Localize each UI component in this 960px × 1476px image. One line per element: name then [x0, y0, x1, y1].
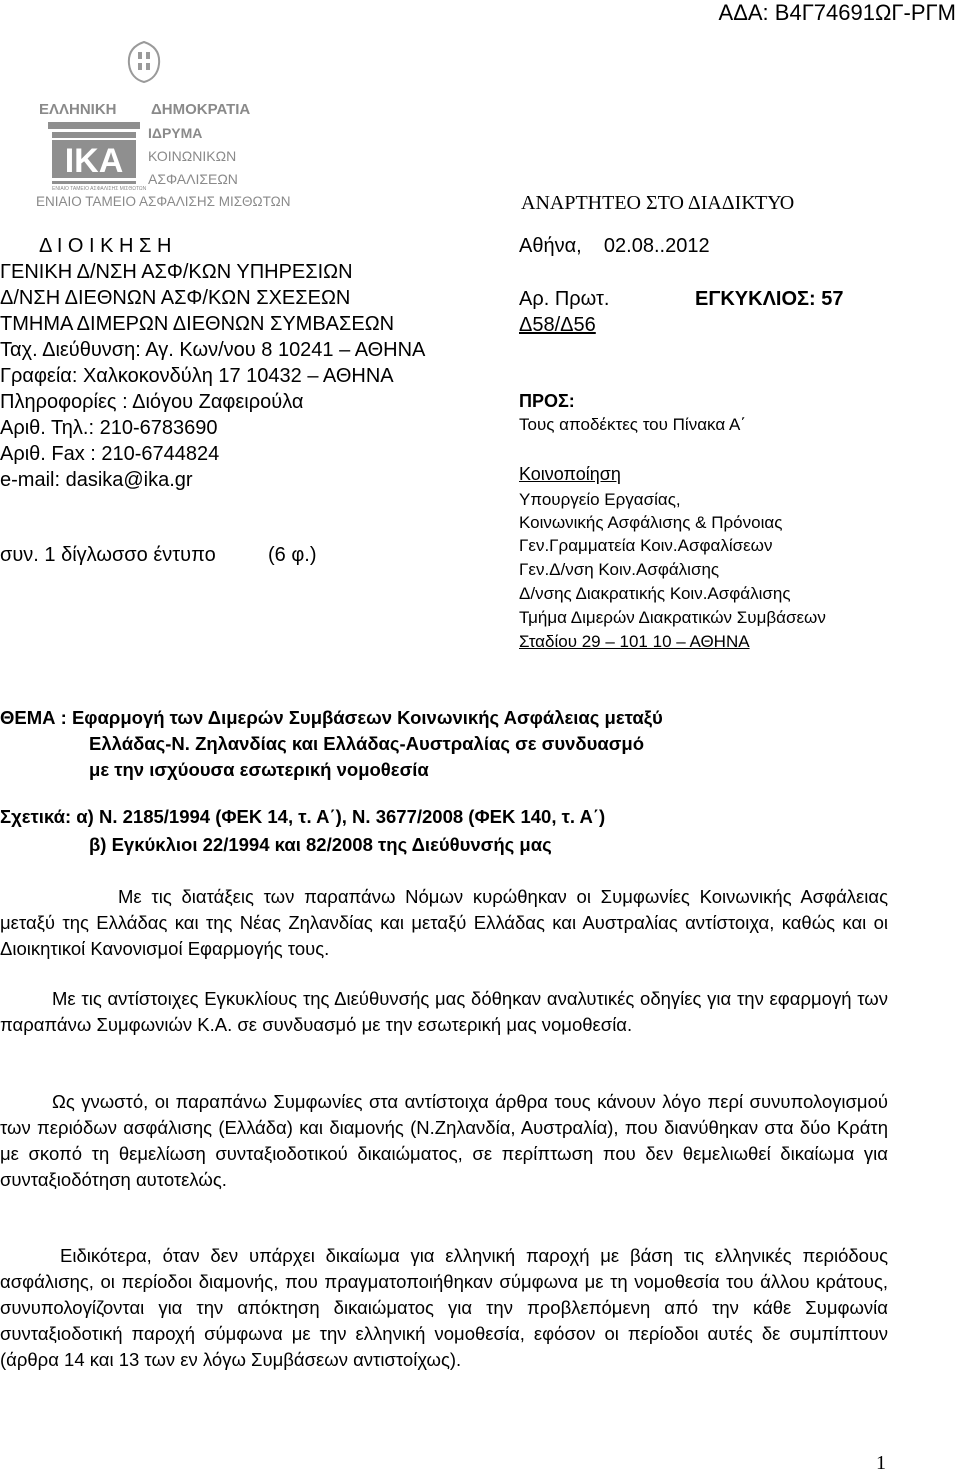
ada-code: ΑΔΑ: Β4Γ74691ΩΓ-ΡΓΜ — [718, 0, 956, 25]
logo-country-2: ΔΗΜΟΚΡΑΤΙΑ — [151, 101, 251, 118]
subject-line: ΘΕΜΑ : Εφαρμογή των Διμερών Συμβάσεων Κοινωνικής Ασφάλειας μεταξύ — [0, 707, 663, 728]
ika-building-icon — [48, 120, 148, 190]
cc-address: Σταδίου 29 – 101 10 – ΑΘΗΝΑ — [519, 632, 750, 651]
body-paragraph: Με τις διατάξεις των παραπάνω Νόμων κυρώθηκαν οι Συμφωνίες Κοινωνικής Ασφάλειας μεταξύ της Ελλάδας και της Νέας Ζηλανδίας και μεταξύ Ελλάδας και Αυστραλίας αντίστοιχα, καθώς και οι Διοικητικοί Κανονισμοί Εφαρμογής τους. — [0, 886, 888, 959]
posting-notice: ΑΝΑΡΤΗΤΕΟ ΣΤΟ ΔΙΑΔΙΚΤΥΟ — [521, 192, 795, 214]
logo-caption: ΕΝΙΑΙΟ ΤΑΜΕΙΟ ΑΣΦΑΛΙΣΗΣ ΜΙΣΘΩΤΩΝ — [36, 194, 291, 209]
ika-logo — [36, 38, 316, 213]
related-line: Σχετικά: α) Ν. 2185/1994 (ΦΕΚ 14, τ. Α΄), Ν. 3677/2008 (ΦΕΚ 140, τ. Α΄) — [0, 806, 606, 827]
sender-line: Πληροφορίες : Διόγου Ζαφειρούλα — [0, 391, 304, 413]
logo-small-caption: ΕΝΙΑΙΟ ΤΑΜΕΙΟ ΑΣΦΑΛΙΣΗΣ ΜΙΣΘΩΤΩΝ — [52, 186, 147, 192]
subject-line: με την ισχύουσα εσωτερική νομοθεσία — [89, 759, 429, 780]
sender-line: Γραφεία: Χαλκοκονδύλη 17 10432 – ΑΘΗΝΑ — [0, 365, 394, 387]
to-value: Τους αποδέκτες του Πίνακα Α΄ — [519, 415, 746, 434]
sender-email: e-mail: dasika@ika.gr — [0, 469, 193, 491]
cc-line: Υπουργείο Εργασίας, — [519, 490, 681, 509]
enclosure-label: συν. 1 δίγλωσσο έντυπο — [0, 544, 216, 566]
recipient-block — [519, 233, 959, 663]
logo-org-3: ΑΣΦΑΛΙΣΕΩΝ — [148, 171, 238, 187]
page-number: 1 — [876, 1452, 886, 1474]
sender-line: Αριθ. Τηλ.: 210-6783690 — [0, 417, 218, 439]
cc-line: Γεν.Δ/νση Κοιν.Ασφάλισης — [519, 560, 720, 579]
protocol-label: Αρ. Πρωτ. — [519, 288, 610, 310]
logo-org-1: ΙΔΡΥΜΑ — [148, 125, 203, 141]
greek-emblem-icon — [124, 40, 164, 84]
date: Αθήνα, 02.08..2012 — [519, 235, 710, 257]
subject-line: Ελλάδας-Ν. Ζηλανδίας και Ελλάδας-Αυστραλίας σε συνδυασμό — [89, 733, 645, 754]
sender-line: ΤΜΗΜΑ ΔΙΜΕΡΩΝ ΔΙΕΘΝΩΝ ΣΥΜΒΑΣΕΩΝ — [0, 313, 395, 335]
logo-country-1: ΕΛΛΗΝΙΚΗ — [39, 101, 117, 118]
protocol-number: Δ58/Δ56 — [519, 314, 596, 336]
body-paragraph: Με τις αντίστοιχες Εγκυκλίους της Διεύθυνσής μας δόθηκαν αναλυτικές οδηγίες για την εφαρμογή των παραπάνω Συμφωνιών Κ.Α. σε συνδυασμό με την εσωτερική μας νομοθεσία. — [0, 988, 888, 1035]
sender-line: Δ/ΝΣΗ ΔΙΕΘΝΩΝ ΑΣΦ/ΚΩΝ ΣΧΕΣΕΩΝ — [0, 287, 351, 309]
circular-number: ΕΓΚΥΚΛΙΟΣ: 57 — [695, 288, 844, 310]
cc-line: Κοινωνικής Ασφάλισης & Πρόνοιας — [519, 513, 783, 532]
logo-org-2: ΚΟΙΝΩΝΙΚΩΝ — [148, 148, 237, 164]
body-paragraph: Ως γνωστό, οι παραπάνω Συμφωνίες στα αντίστοιχα άρθρα τους κάνουν λόγο περί συνυπολογισμού των περιόδων ασφάλισης (Ελλάδα) και διαμονής (Ν.Ζηλανδία, Αυστραλία), που διανύθηκαν στα δύο Κράτη με σκοπό τη θεμελίωση συνταξιοδοτικού δικαιώματος, σε περίπτωση που δεν θεμελιωθεί δικαίωμα για συνταξιοδότηση αυτοτελώς. — [0, 1091, 888, 1190]
enclosure-pages: (6 φ.) — [268, 544, 317, 566]
cc-line: Τμήμα Διμερών Διακρατικών Συμβάσεων — [519, 608, 826, 627]
cc-line: Δ/νσης Διακρατικής Κοιν.Ασφάλισης — [519, 584, 791, 603]
body-paragraph: Ειδικότερα, όταν δεν υπάρχει δικαίωμα για ελληνική παροχή με βάση τις ελληνικές περιόδους ασφάλισης, οι περίοδοι διαμονής, που πραγματοποιήθηκαν σύμφωνα με τη νομοθεσία του άλλου κράτους, συνυπολογίζονται για την απόκτηση δικαιώματος για την προβλεπόμενη από την κάθε Συμφωνία συνταξιοδοτική παροχή σύμφωνα με την ελληνική νομοθεσία, εφόσον οι περίοδοι αυτές δε συμπίπτουν (άρθρα 14 και 13 των εν λόγω Συμβάσεων αντιστοίχως). — [0, 1245, 888, 1370]
sender-line: ΓΕΝΙΚΗ Δ/ΝΣΗ ΑΣΦ/ΚΩΝ ΥΠΗΡΕΣΙΩΝ — [0, 261, 353, 283]
related-line: β) Εγκύκλιοι 22/1994 και 82/2008 της Διεύθυνσής μας — [89, 834, 552, 855]
svg-text:ΙΚΑ: ΙΚΑ — [64, 142, 124, 180]
to-label: ΠΡΟΣ: — [519, 391, 575, 411]
cc-line: Γεν.Γραμματεία Κοιν.Ασφαλίσεων — [519, 536, 773, 555]
cc-label: Κοινοποίηση — [519, 464, 621, 484]
sender-line: Αριθ. Fax : 210-6744824 — [0, 443, 220, 465]
sender-line: Ταχ. Διεύθυνση: Αγ. Κων/νου 8 10241 – ΑΘΗΝΑ — [0, 339, 426, 361]
sender-line: Δ Ι Ο Ι Κ Η Σ Η — [39, 235, 172, 257]
